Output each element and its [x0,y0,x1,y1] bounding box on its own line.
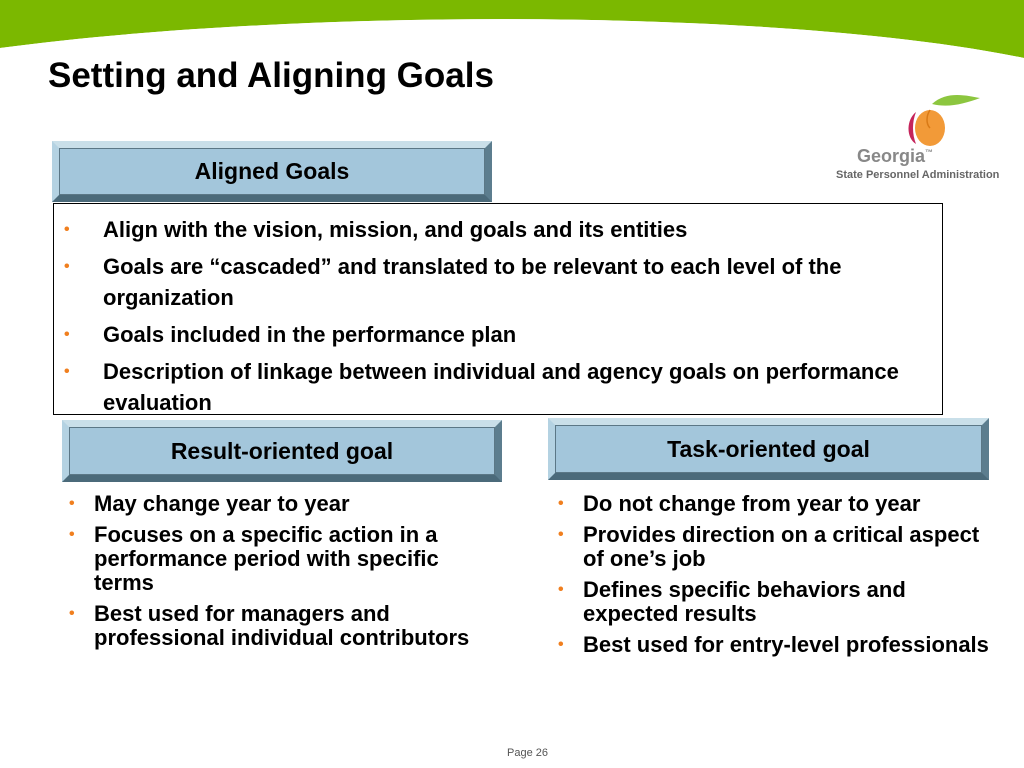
task-oriented-goal-list [546,492,996,664]
task-oriented-goal-header-label: Task-oriented goal [667,435,870,462]
list-item: • Align with the vision, mission, and goals and its entities [54,214,934,245]
green-swoosh-decoration [0,0,1024,60]
bullet-icon: • [558,636,564,653]
list-item: • May change year to year [69,491,350,516]
list-item: • Goals are “cascaded” and translated to be relevant to each level of the organization [54,251,934,313]
result-oriented-goal-header [62,420,502,482]
list-item: • Best used for managers and professional individual contributors [69,601,470,650]
bullet-icon: • [69,495,75,512]
list-item: • Best used for entry-level professionals [558,632,989,657]
bullet-icon: • [64,326,70,343]
logo-brand-text: Georgia™ [856,146,934,166]
bullet-icon: • [558,495,564,512]
bullet-icon: • [69,526,75,543]
list-item: • Provides direction on a critical aspect of one’s job [558,522,980,571]
bullet-icon: • [69,605,75,622]
slide-title: Setting and Aligning Goals [48,56,494,95]
list-item: • Description of linkage between individual and agency goals on performance evaluation [54,356,934,418]
logo-org-text: State Personnel Administration [836,169,1000,181]
aligned-goals-panel [53,203,943,415]
aligned-goals-list [54,214,934,424]
aligned-goals-header [52,141,492,202]
aligned-goals-header-label: Aligned Goals [194,158,350,184]
georgia-logo [830,92,1024,184]
list-item: • Goals included in the performance plan [54,319,934,350]
list-item: • Focuses on a specific action in a performance period with specific terms [69,522,439,595]
result-oriented-goal-header-label: Result-oriented goal [170,437,394,464]
bullet-icon: • [64,258,70,275]
bullet-icon: • [558,581,564,598]
page-number: Page 26 [507,747,548,759]
result-oriented-goal-list [57,492,477,657]
georgia-peach-icon [902,92,992,148]
list-item: • Do not change from year to year [558,491,921,516]
task-oriented-goal-header [548,418,989,480]
bullet-icon: • [64,363,70,380]
bullet-icon: • [558,526,564,543]
bullet-icon: • [64,221,70,238]
list-item: • Defines specific behaviors and expected results [558,577,906,626]
